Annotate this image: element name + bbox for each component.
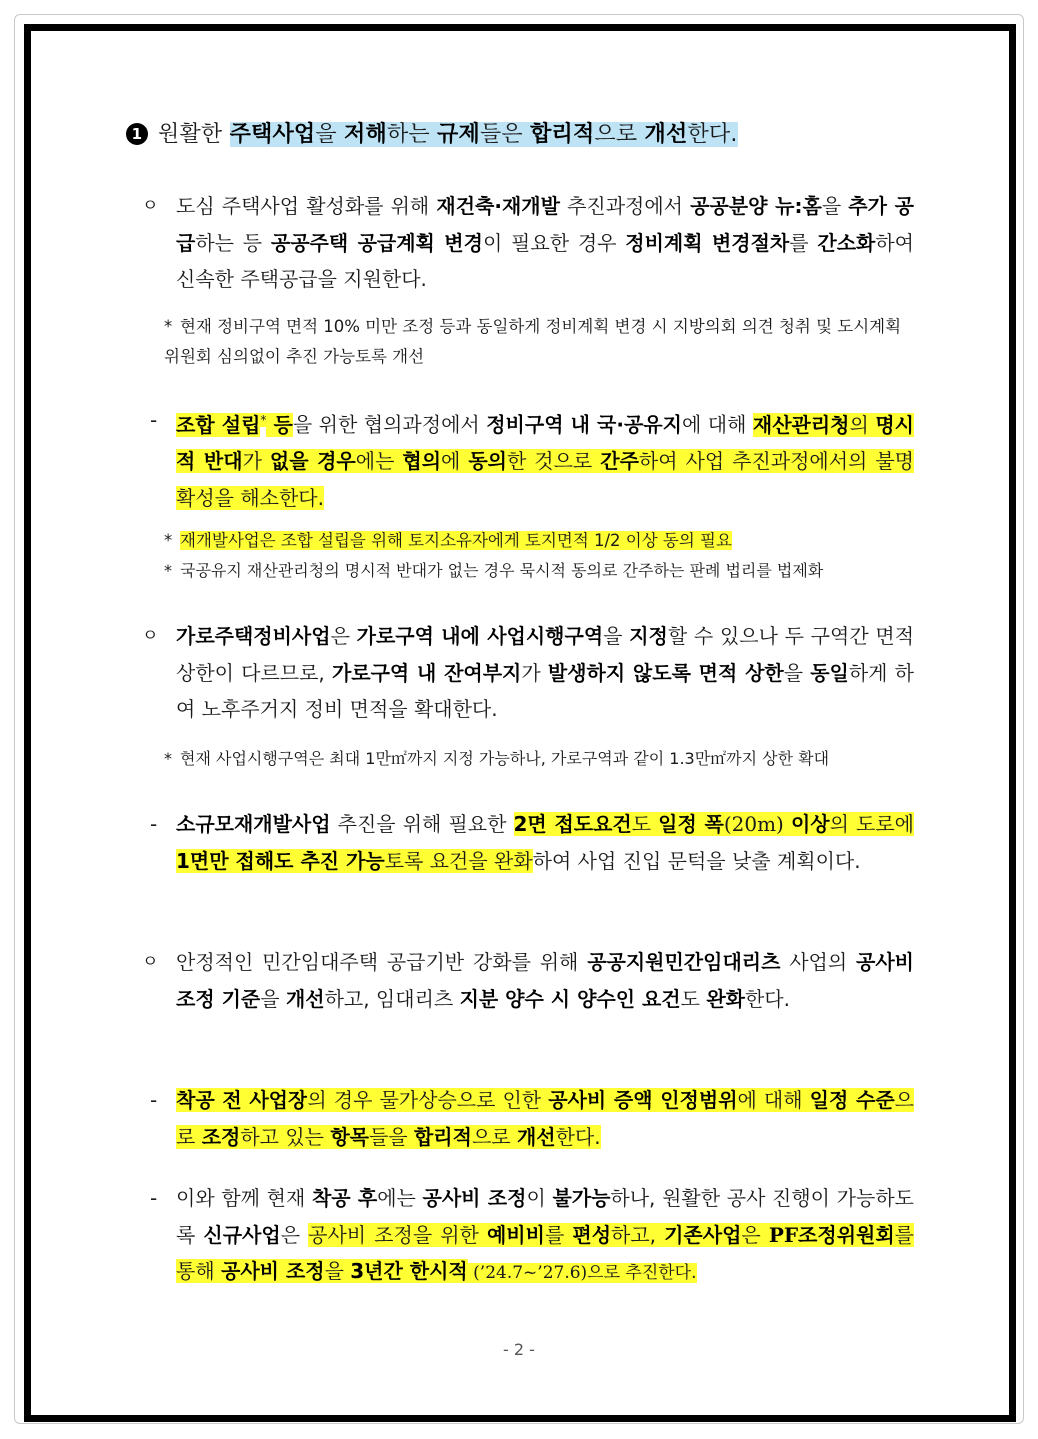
paragraph-street-housing: 가로주택정비사업은 가로구역 내에 사업시행구역을 지정할 수 있으나 두 구역간 면적 상한이 다르므로, 가로구역 내 잔여부지가 발생하지 않도록 면적 상한을 동일하게 하여 노후주거지 정비 면적을 확대한다.: [176, 624, 915, 721]
footnote-2: * 재개발사업은 조합 설립을 위해 토지소유자에게 토지면적 1/2 이상 동의 필요: [164, 531, 732, 550]
paragraph-association-consent: 조합 설립* 등을 위한 협의과정에서 정비구역 내 국·공유지에 대해 재산관리청의 명시적 반대가 없을 경우에는 협의에 동의한 것으로 간주하여 사업 추진과정에서의 불명확성을 해소한다.: [176, 412, 915, 510]
bullet-dash: -: [150, 1186, 158, 1210]
page-number: - 2 -: [503, 1340, 535, 1359]
paragraph-small-redevelopment: 소규모재개발사업 추진을 위해 필요한 2면 접도요건도 일정 폭(20m) 이상의 도로에 1면만 접해도 추진 가능토록 요건을 완화하여 사업 진입 문턱을 낮출 계획이다.: [176, 812, 914, 873]
bullet-circle: ㅇ: [142, 626, 159, 646]
footnote-1: * 현재 정비구역 면적 10% 미만 조정 등과 동일하게 정비계획 변경 시 지방의회 의견 청취 및 도시계획위원회 심의없이 추진 가능토록 개선: [164, 317, 902, 366]
paragraph-rental-reits: 안정적인 민간임대주택 공급기반 강화를 위해 공공지원민간임대리츠 사업의 공사비 조정 기준을 개선하고, 임대리츠 지분 양수 시 양수인 요건도 완화한다.: [176, 950, 914, 1011]
bullet-circle: ㅇ: [142, 952, 159, 972]
footnote-4: * 현재 사업시행구역은 최대 1만㎡까지 지정 가능하나, 가로구역과 같이 1.3만㎡까지 상한 확대: [164, 749, 830, 768]
section-number-badge: 1: [126, 123, 148, 145]
paragraph-cost-adjustment: 이와 함께 현재 착공 후에는 공사비 조정이 불가능하나, 원활한 공사 진행이 가능하도록 신규사업은 공사비 조정을 위한 예비비를 편성하고, 기존사업은 PF조정위원회를 통해 공사비 조정을 3년간 한시적 (’24.7~’27.6)으로 추진한다.: [176, 1186, 914, 1283]
paragraph-redevelopment: 도심 주택사업 활성화를 위해 재건축·재개발 추진과정에서 공공분양 뉴:홈을 추가 공급하는 등 공공주택 공급계획 변경이 필요한 경우 정비계획 변경절차를 간소화하여 신속한 주택공급을 지원한다.: [176, 194, 914, 291]
bullet-dash: -: [150, 408, 158, 432]
bullet-dash: -: [150, 812, 158, 836]
footnote-3: * 국공유지 재산관리청의 명시적 반대가 없는 경우 묵시적 동의로 간주하는 판례 법리를 법제화: [164, 561, 824, 580]
bullet-circle: ㅇ: [142, 196, 159, 216]
section-heading: 1 원활한 주택사업을 저해하는 규제들은 합리적으로 개선한다.: [126, 118, 738, 152]
bullet-dash: -: [150, 1088, 158, 1112]
paragraph-cost-increase: 착공 전 사업장의 경우 물가상승으로 인한 공사비 증액 인정범위에 대해 일정 수준으로 조정하고 있는 항목들을 합리적으로 개선한다.: [176, 1088, 914, 1149]
